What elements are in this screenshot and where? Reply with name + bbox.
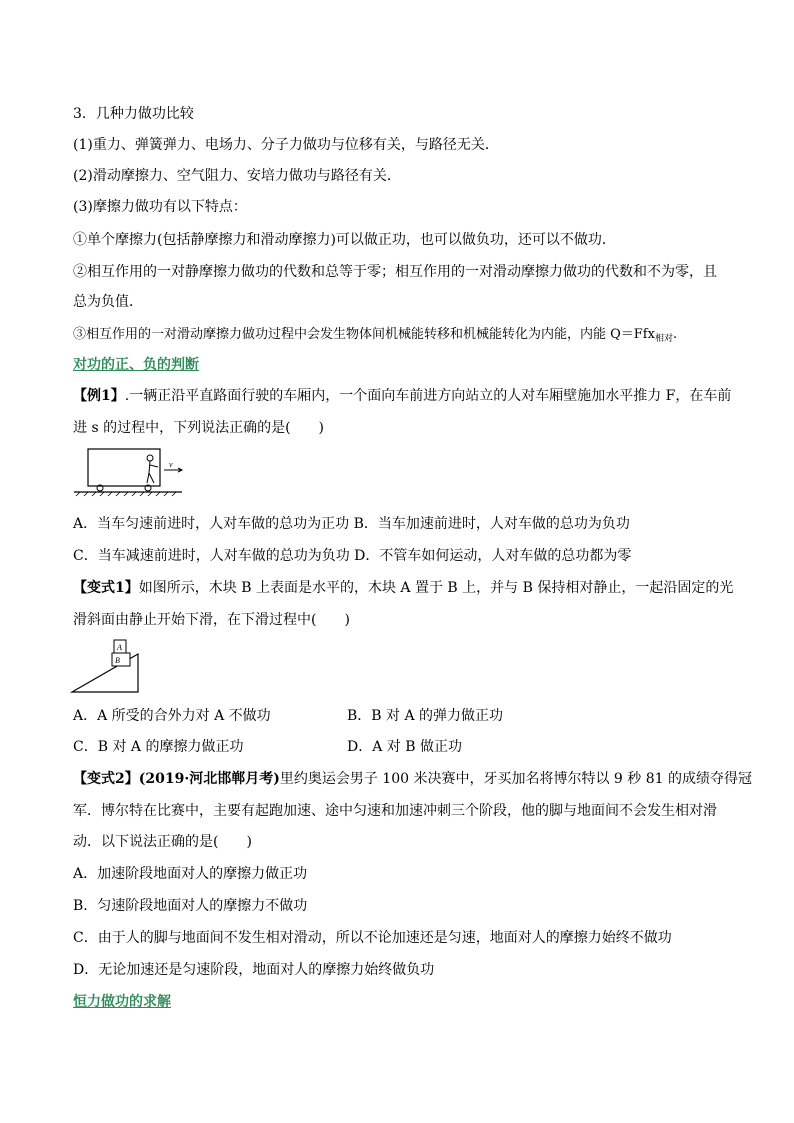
option-a: A．当车匀速前进时，人对车做的总功为正功 [73, 516, 350, 532]
option-c: C．当车减速前进时，人对车做的总功为负功 [73, 548, 350, 564]
incline-figure [70, 636, 145, 696]
option-a: A．A 所受的合外力对 A 不做功 [73, 708, 271, 724]
paragraph: ②相互作用的一对静摩擦力做功的代数和总等于零；相互作用的一对滑动摩擦力做功的代数和不为零，且 [73, 264, 717, 280]
question-line [73, 386, 731, 406]
option-b: B．匀速阶段地面对人的摩擦力不做功 [73, 898, 308, 914]
option-d: D．A 对 B 做正功 [347, 739, 462, 755]
text: ③相互作用的一对滑动摩擦力做功过程中会发生物体间机械能转移和机械能转化为内能，内能 Q＝Ffx [73, 327, 655, 342]
velocity-label: v [169, 460, 173, 469]
text: . [672, 327, 678, 342]
paragraph: (2)滑动摩擦力、空气阻力、安培力做功与路径有关． [73, 168, 401, 184]
option-a: A．加速阶段地面对人的摩擦力做正功 [73, 866, 308, 882]
section-heading: 对功的正、负的判断 [73, 357, 199, 373]
subscript: 相对 [654, 334, 673, 344]
option-c: C．B 对 A 的摩擦力做正功 [73, 739, 244, 755]
option-c: C．由于人的脚与地面间不发生相对滑动，所以不论加速还是匀速，地面对人的摩擦力始终不做功 [73, 930, 672, 946]
option-row [73, 546, 631, 566]
question-line: 动．以下说法正确的是( ) [73, 834, 252, 850]
person-head [147, 455, 153, 461]
question-label: 【变式1】 [73, 580, 139, 596]
paragraph: (3)摩擦力做功有以下特点： [73, 199, 247, 215]
block-a-label: A [117, 643, 122, 652]
text: 里约奥运会男子 100 米决赛中，牙买加名将博尔特以 9 秒 81 的成绩夺得冠 [279, 771, 752, 787]
option-d: D．无论加速还是匀速阶段，地面对人的摩擦力始终做负功 [73, 962, 435, 978]
ground-hatch [76, 492, 176, 496]
paragraph [73, 325, 677, 346]
person-body [147, 461, 158, 483]
question-line: 进 s 的过程中，下列说法正确的是( ) [73, 420, 325, 436]
question-label: 【变式2】 [73, 771, 139, 787]
question-line [73, 769, 752, 789]
section-title: 3．几种力做功比较 [73, 106, 194, 122]
question-line: 滑斜面由静止开始下滑，在下滑过程中( ) [73, 612, 350, 628]
block-b-label: B [115, 656, 120, 665]
text: 如图所示，木块 B 上表面是水平的，木块 A 置于 B 上，并与 B 保持相对静止，一起沿固定的光 [138, 580, 734, 596]
option-b: B．当车加速前进时，人对车做的总功为负功 [353, 516, 630, 532]
question-line [73, 578, 733, 598]
car-figure [70, 448, 185, 498]
option-row [73, 514, 630, 534]
section-heading: 恒力做功的求解 [73, 994, 171, 1010]
paragraph: ①单个摩擦力(包括静摩擦力和滑动摩擦力)可以做正功，也可以做负功，还可以不做功． [73, 232, 616, 248]
question-line: 军．博尔特在比赛中，主要有起跑加速、途中匀速和加速冲刺三个阶段，他的脚与地面间不会发生相对滑 [73, 803, 717, 819]
option-d: D．不管车如何运动，人对车做的总功都为零 [354, 548, 632, 564]
question-source: (2019·河北邯郸月考) [138, 771, 280, 787]
option-b: B．B 对 A 的弹力做正功 [347, 708, 504, 724]
paragraph: (1)重力、弹簧弹力、电场力、分子力做功与位移有关，与路径无关． [73, 137, 499, 153]
paragraph: 总为负值． [73, 294, 143, 310]
question-label: 【例1】 [73, 388, 125, 404]
text: .一辆正沿平直路面行驶的车厢内，一个面向车前进方向站立的人对车厢壁施加水平推力 F，在车前 [124, 388, 732, 404]
